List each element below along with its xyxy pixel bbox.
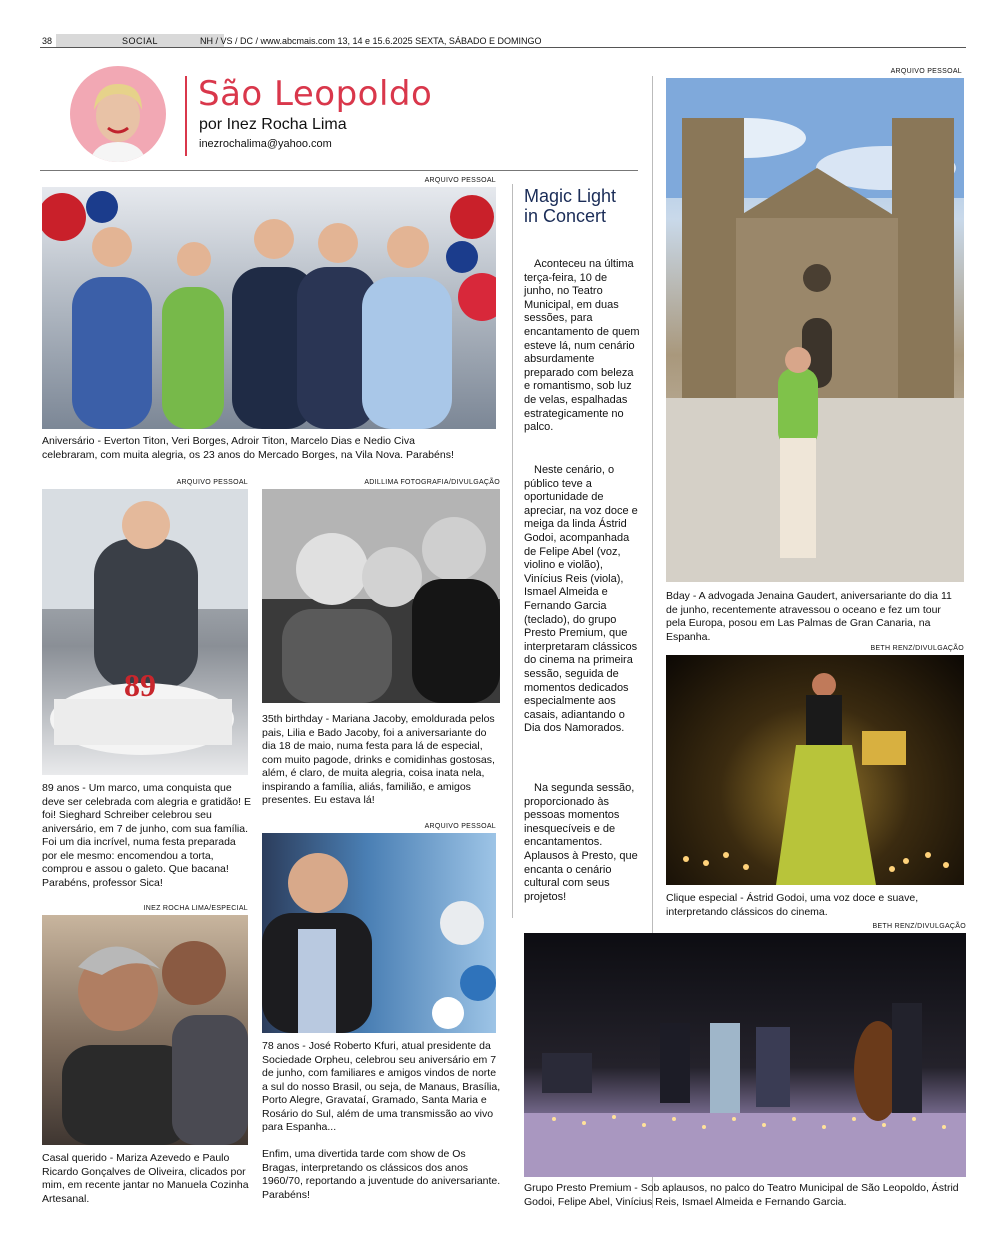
article-title: Magic Light in Concert (524, 186, 617, 226)
birthday-89-caption: 89 anos - Um marco, uma conquista que deve ser celebrada com alegria e gratidão! E foi! Sieghard Schreiber celebrou seu aniversário, em 7 de junho, com sua família. Foi um dia incrível, numa festa preparada por ele mesmo: encomendou a torta, comprou e assou o galeto. Que bacana! Parabéns, professor Sica! (42, 782, 251, 889)
title-accent-rule (185, 76, 187, 156)
article-paragraph-3 (524, 782, 640, 912)
photo-credit: BETH RENZ/DIVULGAÇÃO (870, 645, 964, 652)
casal-caption: Casal querido - Mariza Azevedo e Paulo Ricardo Gonçalves de Oliveira, clicados por mim, em recente jantar no Manuela Cozinha Artesanal. (42, 1152, 249, 1205)
grupo-presto-photo (524, 933, 966, 1177)
party-caption-line-1: Aniversário - Everton Titon, Veri Borges, Adroir Titon, Marcelo Dias e Nedio Civa (42, 435, 415, 447)
photo-credit: ARQUIVO PESSOAL (890, 68, 962, 75)
photo-credit: ARQUIVO PESSOAL (424, 177, 496, 184)
author-email[interactable]: inezrochalima@yahoo.com (199, 138, 332, 150)
page-header-bar (40, 34, 966, 48)
birthday-78-caption-part-1: 78 anos - José Roberto Kfuri, atual presidente da Sociedade Orpheu, celebrou seu aniversário em 7 de junho, com familiares e amigos vindos de norte a sul do nosso Brasil, ou seja, de Manaus, Brasília, Porto Alegre, Gravataí, Gramado, Santa Maria e Rosário do Sul, além de uma transmissão ao vivo para Espanha... (262, 1040, 501, 1133)
casal-photo (42, 915, 248, 1145)
bday-cathedral-photo (666, 78, 964, 582)
birthday-78-caption-part-2: Enfim, uma divertida tarde com show de Os Bragas, interpretando os clássicos dos anos 1960/70, reportando a juventude do aniversariante. Parabéns! (262, 1148, 501, 1201)
article-paragraph-2 (524, 464, 640, 782)
page-number: 38 (42, 36, 53, 46)
edition-line: NH / VS / DC / www.abcmais.com 13, 14 e 15.6.2025 SEXTA, SÁBADO E DOMINGO (200, 36, 542, 46)
birthday-35-caption: 35th birthday - Mariana Jacoby, emoldurada pelos pais, Lilia e Bado Jacoby, foi a aniversariante do dia 18 de maio, numa festa para lá de especial, com muito pagode, drinks e comidinhas gostosas, além, é claro, de muita alegria, coisa inata nela, inspirando a família, aliás, familião, e amigos presentes. Eu estava lá! (262, 713, 495, 806)
clique-concert-photo (666, 655, 964, 885)
photo-credit: INEZ ROCHA LIMA/ESPECIAL (143, 905, 248, 912)
party-photo (42, 187, 496, 429)
photo-credit: ARQUIVO PESSOAL (424, 823, 496, 830)
birthday-89-photo (42, 489, 248, 775)
birthday-78-photo (262, 833, 496, 1033)
photo-credit: ADILLIMA FOTOGRAFIA/DIVULGAÇÃO (364, 479, 500, 486)
birthday-35-photo (262, 489, 500, 703)
bday-caption: Bday - A advogada Jenaina Gaudert, aniversariante do dia 11 de junho, recentemente atravessou o oceano e fez um tour pela Europa, posou em Las Palmas de Gran Canaria, na Espanha. (666, 590, 952, 643)
paragraph-text: Na segunda sessão, proporcionado às pessoas momentos inesquecíveis e de encantamentos. Aplausos à Presto, que encanta o cenário cultural com seus projetos! (524, 782, 638, 903)
paragraph-text: Neste cenário, o público teve a oportunidade de apreciar, na voz doce e meiga da linda Ástrid Godoi, acompanhada de Felipe Abel (voz, violino e violão), Vinícius Reis (viola), Ismael Almeida e Fernando Garcia (teclado), do grupo Presto Premium, que interpretaram clássicos do cinema na primeira sessão, seguida de momentos dedicados especialmente aos casais, adiantando o Dia dos Namorados. (524, 464, 638, 735)
byline: por Inez Rocha Lima (199, 116, 347, 133)
cake-candles-number: 89 (124, 667, 156, 703)
grupo-caption: Grupo Presto Premium - Sob aplausos, no palco do Teatro Municipal de São Leopoldo, Ástrid Godoi, Felipe Abel, Vinícius Reis, Ismael Almeida e Fernando Garcia. (524, 1182, 959, 1208)
header-rule (40, 47, 966, 48)
clique-caption: Clique especial - Ástrid Godoi, uma voz doce e suave, interpretando clássicos do cinema. (666, 892, 919, 918)
header-divider (40, 170, 638, 171)
section-label: SOCIAL (56, 34, 224, 48)
paragraph-text: Aconteceu na última terça-feira, 10 de junho, no Teatro Municipal, em duas sessões, para encantamento de quem esteve lá, num cenário absurdamente preparado com beleza e romantismo, sob luz de velas, espalhadas estrategicamente no palco. (524, 258, 640, 434)
columnist-avatar (70, 66, 166, 162)
party-caption-line-2: celebraram, com muita alegria, os 23 anos do Mercado Borges, na Vila Nova. Parabéns! (42, 449, 454, 461)
photo-credit: ARQUIVO PESSOAL (176, 479, 248, 486)
column-title: São Leopoldo (198, 74, 433, 114)
column-divider-middle (512, 184, 513, 918)
article-paragraph-1 (524, 258, 640, 464)
photo-credit: BETH RENZ/DIVULGAÇÃO (872, 923, 966, 930)
